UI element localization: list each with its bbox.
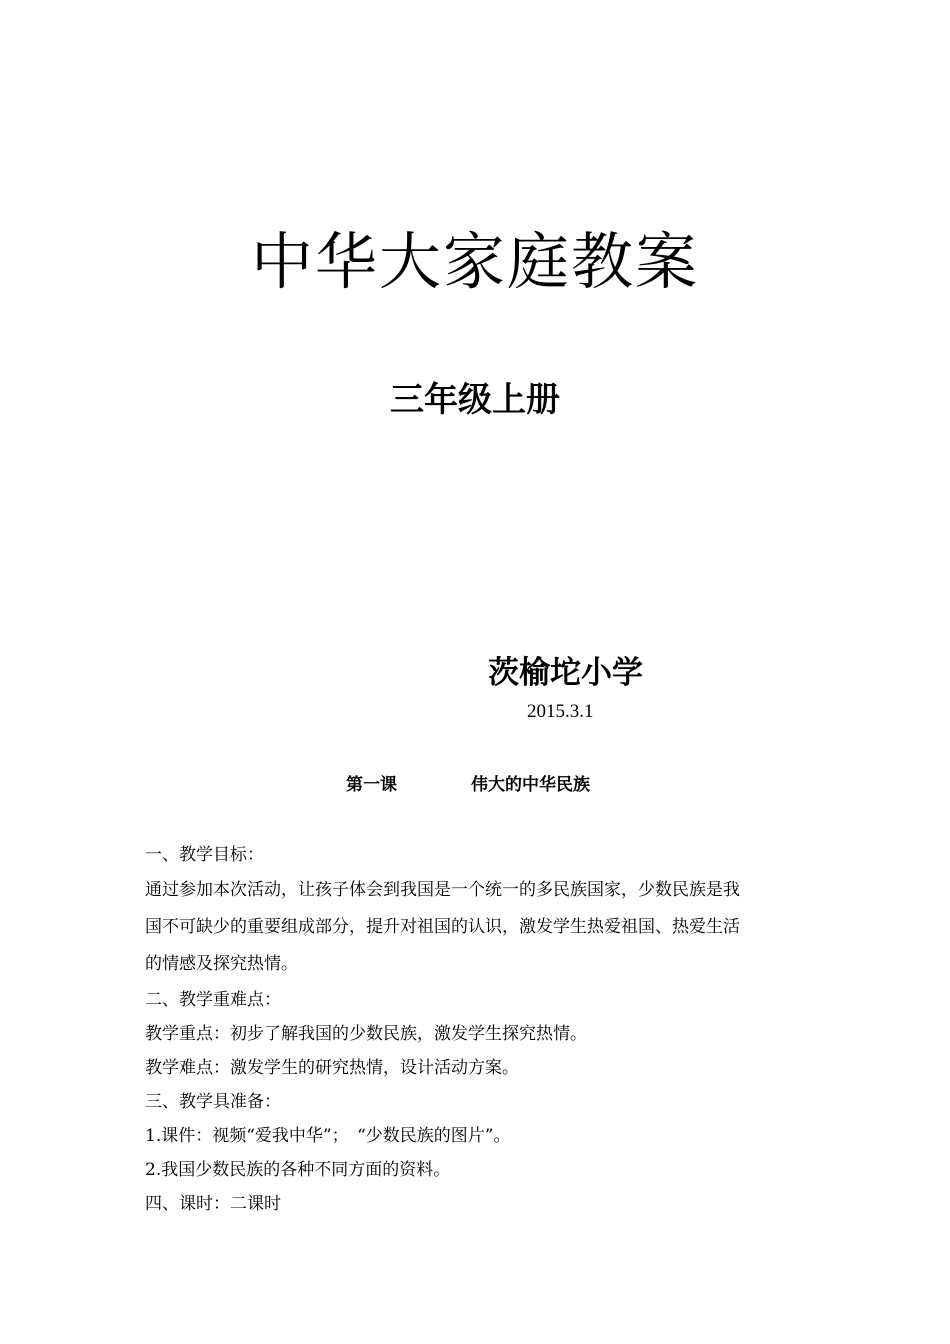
lesson-title: 伟大的中华民族 [471, 775, 590, 795]
lesson-heading [0, 772, 950, 798]
lesson-body [145, 838, 815, 1221]
document-date: 2015.3.1 [527, 701, 594, 722]
objectives-line-3: 的情感及探究热情。 [145, 954, 298, 974]
preparation-item-1: 1.课件：视频“爱我中华”； “少数民族的图片”。 [145, 1126, 511, 1146]
document-subtitle: 三年级上册 [390, 380, 560, 420]
difficult-point-text: 教学难点：激发学生的研究热情，设计活动方案。 [145, 1058, 519, 1078]
preparation-item-2: 2.我国少数民族的各种不同方面的资料。 [145, 1160, 451, 1180]
objectives-line-2: 国不可缺少的重要组成部分，提升对祖国的认识，激发学生热爱祖国、热爱生活 [145, 917, 740, 937]
section-heading-objectives: 一、教学目标： [145, 845, 264, 865]
objectives-line-1: 通过参加本次活动，让孩子体会到我国是一个统一的多民族国家，少数民族是我 [145, 880, 740, 900]
section-heading-class-hours: 四、课时：二课时 [145, 1194, 281, 1214]
document-title: 中华大家庭教案 [250, 225, 699, 298]
section-heading-key-points: 二、教学重难点： [145, 990, 281, 1010]
lesson-number: 第一课 [346, 775, 397, 795]
key-point-text: 教学重点：初步了解我国的少数民族，激发学生探究热情。 [145, 1024, 587, 1044]
school-name: 茨榆坨小学 [488, 655, 643, 691]
section-heading-preparation: 三、教学具准备： [145, 1092, 281, 1112]
